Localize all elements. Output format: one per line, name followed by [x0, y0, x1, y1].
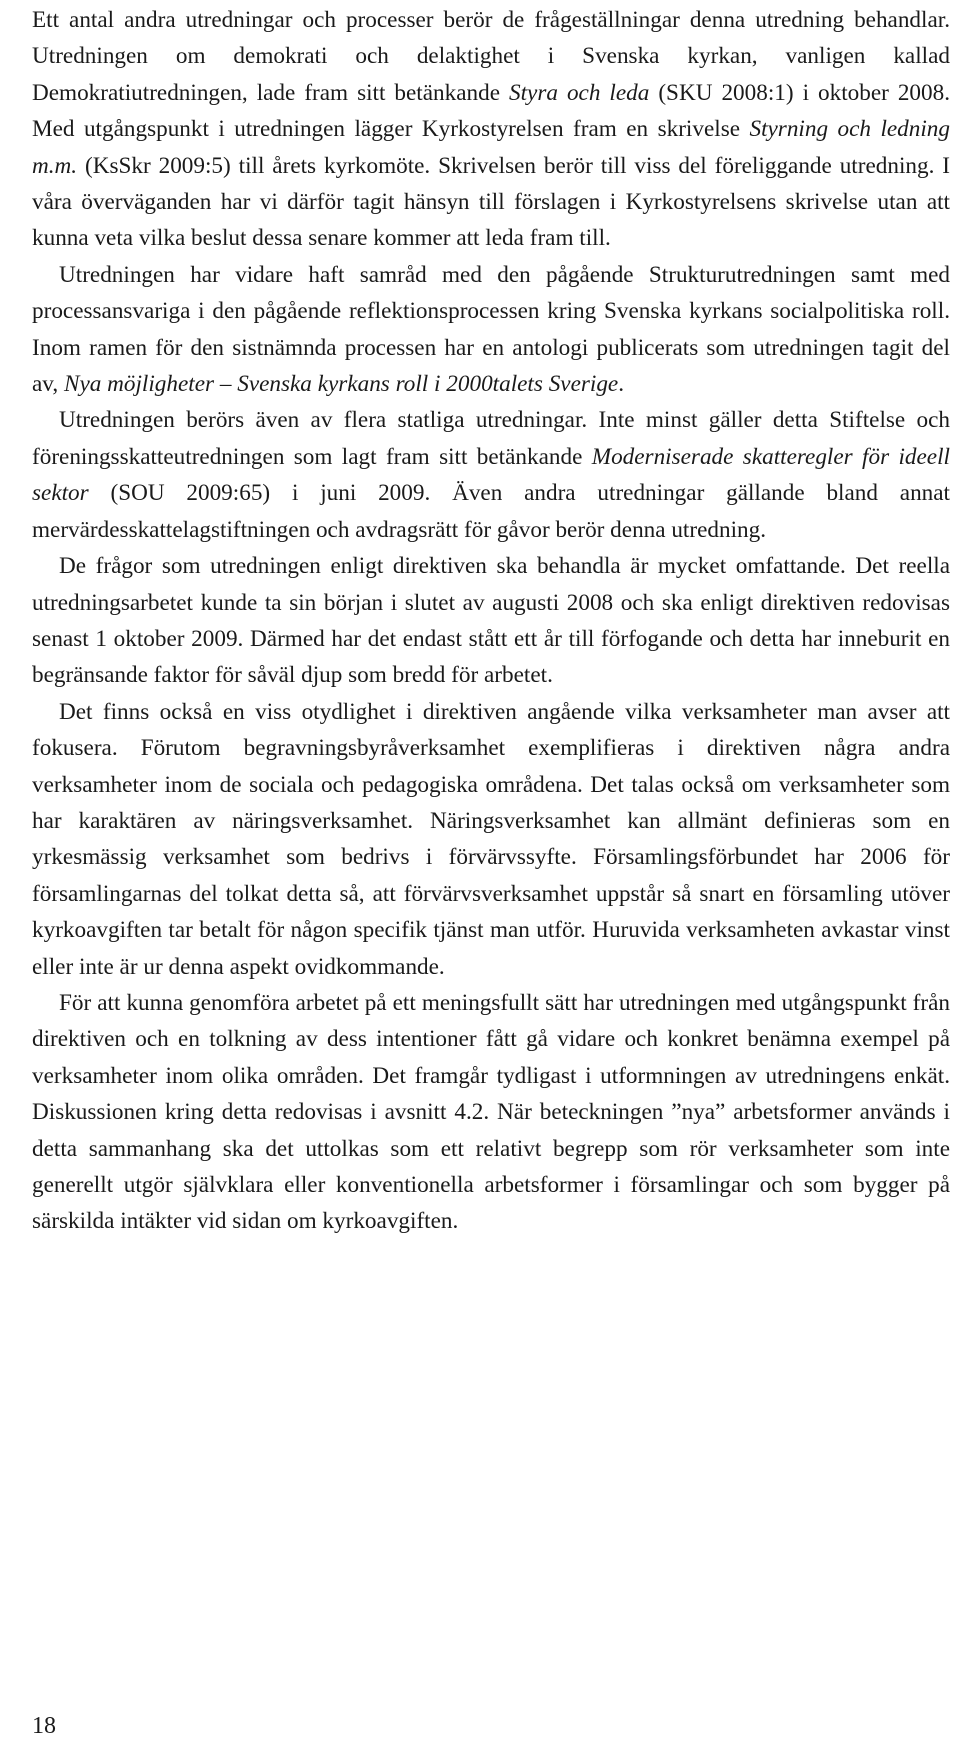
text-segment: De frågor som utredningen enligt direktiven ska behandla är mycket omfattande. Det reella utredningsarbetet kunde ta sin början i slutet av augusti 2008 och ska enligt direktiven redovisas senast 1 oktober 2009. Därmed har det endast stått ett år till förfogande och detta har inneburit en begränsande faktor för såväl djup som bredd för arbetet. — [32, 553, 950, 689]
text-segment: För att kunna genomföra arbetet på ett meningsfullt sätt har utredningen med utgångspunkt från direktiven och en tolkning av dess intentioner fått gå vidare och konkret benämna exempel på verksamheter inom olika områden. Det framgår tydligast i utformningen av utredningens enkät. Diskussionen kring detta redovisas i avsnitt 4.2. När beteckningen ”nya” arbetsformer används i detta sammanhang ska det uttolkas som ett relativt begrepp som rör verksamheter som inte generellt utgör självklara eller konventionella arbetsformer i församlingar och som bygger på särskilda intäkter vid sidan om kyrkoavgiften. — [32, 989, 950, 1235]
paragraph — [32, 402, 950, 548]
paragraph — [32, 548, 950, 694]
text-segment: Utredningen berörs även av flera statliga utredningar. Inte minst gäller detta Stiftelse och föreningsskatteutredningen som lagt fram sitt betänkande — [32, 407, 950, 470]
page-number: 18 — [32, 1713, 56, 1739]
text-segment: Utredningen har vidare haft samråd med den pågående Strukturutredningen samt med processansvariga i den pågående reflektionsprocessen kring Svenska kyrkans socialpolitiska roll. Inom ramen för den sistnämnda processen har en antologi publicerats som utredningen tagit del av, — [32, 261, 950, 398]
text-segment: (KsSkr 2009:5) till årets kyrkomöte. Skrivelsen berör till viss del föreliggande utredning. I våra överväganden har vi därför tagit hänsyn till förslagen i Kyrkostyrelsens skrivelse utan att kunna veta vilka beslut dessa senare kommer att leda fram till. — [32, 152, 950, 252]
paragraph — [32, 2, 950, 257]
italic-title: Styrning och ledning m.m. — [32, 116, 950, 179]
paragraph — [32, 257, 950, 403]
document-body — [32, 0, 950, 1240]
text-segment: Det finns också en viss otydlighet i direktiven angående vilka verksamheter man avser att fokusera. Förutom begravningsbyråverksamhet exemplifieras i direktiven några andra verksamheter inom de sociala och pedagogiska områdena. Det talas också om verksamheter som har karaktären av näringsverksamhet. Näringsverksamhet kan allmänt definieras som en yrkesmässig verksamhet som bedrivs i förvärvssyfte. Församlingsförbundet har 2006 för församlingarnas del tolkat detta så, att förvärvsverksamhet uppstår så snart en församling utöver kyrkoavgiften tar betalt för någon specifik tjänst man utför. Huruvida verksamheten avkastar vinst eller inte är ur denna aspekt ovidkommande. — [32, 698, 950, 980]
text-segment: (SOU 2009:65) i juni 2009. Även andra utredningar gällande bland annat mervärdesskattelagstiftningen och avdragsrätt för gåvor berör denna utredning. — [32, 480, 950, 543]
italic-title: Moderniserade skatteregler för ideell sektor — [32, 443, 950, 507]
italic-title: Styra och leda — [509, 79, 650, 106]
paragraph — [32, 694, 950, 985]
italic-title: Nya möjligheter – Svenska kyrkans roll i 2000talets Sverige — [63, 371, 619, 398]
text-segment: . — [618, 371, 625, 398]
text-segment: (SKU 2008:1) i oktober 2008. Med utgångspunkt i utredningen lägger Kyrkostyrelsen fram en skrivelse — [32, 79, 950, 143]
paragraph — [32, 985, 950, 1240]
text-segment: Ett antal andra utredningar och processer berör de frågeställningar denna utredning behandlar. Utredningen om demokrati och delaktighet i Svenska kyrkan, vanligen kallad Demokratiutredningen, lade fram sitt betänkande — [32, 7, 950, 106]
